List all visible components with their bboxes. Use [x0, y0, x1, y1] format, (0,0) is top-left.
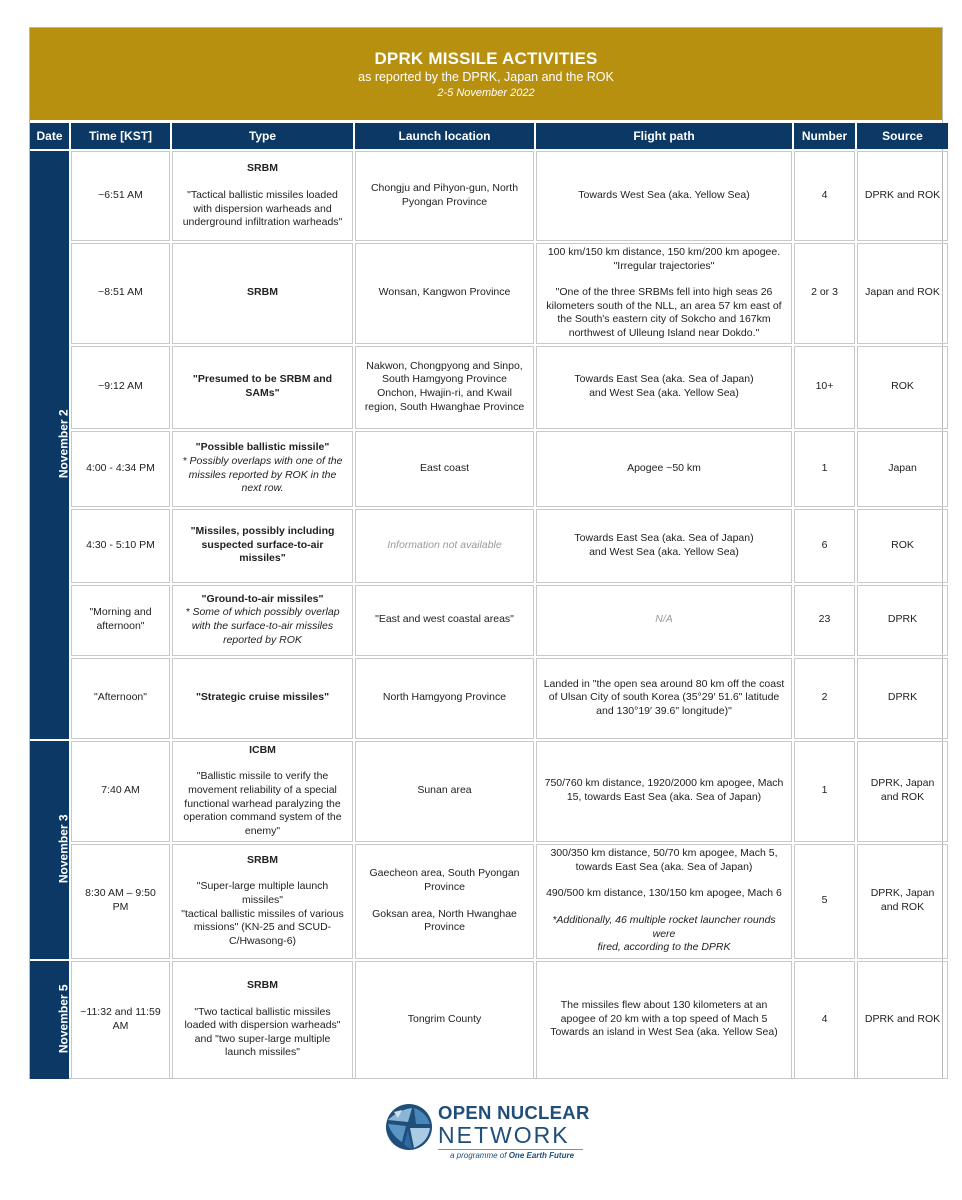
- missile-table: [28, 121, 950, 1081]
- source-cell: DPRK, Japan and ROK: [857, 844, 948, 959]
- table-row: [30, 658, 948, 739]
- number-cell: 4: [794, 961, 855, 1079]
- table-row: [30, 961, 948, 1079]
- type-cell: "Presumed to be SRBM and SAMs": [172, 346, 353, 429]
- source-cell: Japan: [857, 431, 948, 507]
- source-cell: DPRK and ROK: [857, 961, 948, 1079]
- header-row: [30, 123, 948, 149]
- location-cell: Nakwon, Chongpyong and Sinpo, South Hamgyong Province Onchon, Hwajin-ri, and Kwail region, South Hwanghae Province: [355, 346, 534, 429]
- location-cell: "East and west coastal areas": [355, 585, 534, 656]
- number-cell: 5: [794, 844, 855, 959]
- table-row: [30, 346, 948, 429]
- type-cell: SRBM: [172, 243, 353, 344]
- col-flight: Flight path: [536, 123, 792, 149]
- flight-cell: Apogee ~50 km: [536, 431, 792, 507]
- flight-cell: 300/350 km distance, 50/70 km apogee, Mach 5, towards East Sea (aka. Sea of Japan) 490/500 km distance, 130/150 km apogee, Mach 6 *Additionally, 46 multiple rocket launcher rounds were fired, according to the DPRK: [536, 844, 792, 959]
- table-row: [30, 585, 948, 656]
- logo-line1: OPEN NUCLEAR: [438, 1102, 590, 1123]
- col-type: Type: [172, 123, 353, 149]
- flight-cell: 100 km/150 km distance, 150 km/200 km apogee. "Irregular trajectories" "One of the three SRBMs fell into high seas 26 kilometers south of the NLL, an area 57 km east of the South's eastern city of Sokcho and 167km northwest of Ulleung Island near Dokdo.": [536, 243, 792, 344]
- type-cell: "Ground-to-air missiles" * Some of which possibly overlap with the surface-to-air missiles reported by ROK: [172, 585, 353, 656]
- logo-rule: [438, 1149, 583, 1150]
- number-cell: 2: [794, 658, 855, 739]
- flight-cell: Towards East Sea (aka. Sea of Japan) and West Sea (aka. Yellow Sea): [536, 346, 792, 429]
- flight-cell: Towards West Sea (aka. Yellow Sea): [536, 151, 792, 241]
- col-date: Date: [30, 123, 69, 149]
- number-cell: 1: [794, 431, 855, 507]
- time-cell: 4:30 - 5:10 PM: [71, 509, 170, 583]
- time-cell: "Morning and afternoon": [71, 585, 170, 656]
- type-cell: "Strategic cruise missiles": [172, 658, 353, 739]
- table-row: [30, 151, 948, 241]
- location-cell: Information not available: [355, 509, 534, 583]
- table-row: [30, 741, 948, 842]
- source-cell: DPRK: [857, 658, 948, 739]
- location-cell: North Hamgyong Province: [355, 658, 534, 739]
- source-cell: Japan and ROK: [857, 243, 948, 344]
- date-cell-nov3: November 3: [30, 741, 69, 959]
- source-cell: DPRK: [857, 585, 948, 656]
- type-cell: SRBM "Tactical ballistic missiles loaded with dispersion warheads and underground infiltration warheads": [172, 151, 353, 241]
- location-cell: Sunan area: [355, 741, 534, 842]
- page-subtitle: as reported by the DPRK, Japan and the ROK: [358, 70, 614, 84]
- location-cell: Wonsan, Kangwon Province: [355, 243, 534, 344]
- type-cell: "Possible ballistic missile" * Possibly overlaps with one of the missiles reported by ROK in the next row.: [172, 431, 353, 507]
- col-source: Source: [857, 123, 948, 149]
- time-cell: 4:00 - 4:34 PM: [71, 431, 170, 507]
- location-cell: Gaecheon area, South Pyongan Province Goksan area, North Hwanghae Province: [355, 844, 534, 959]
- flight-cell: Towards East Sea (aka. Sea of Japan) and West Sea (aka. Yellow Sea): [536, 509, 792, 583]
- number-cell: 4: [794, 151, 855, 241]
- table-row: [30, 844, 948, 959]
- type-cell: SRBM "Super-large multiple launch missiles" "tactical ballistic missiles of various missions" (KN-25 and SCUD-C/Hwasong-6): [172, 844, 353, 959]
- time-cell: 8:30 AM – 9:50 PM: [71, 844, 170, 959]
- number-cell: 10+: [794, 346, 855, 429]
- time-cell: 7:40 AM: [71, 741, 170, 842]
- flight-cell: Landed in "the open sea around 80 km off the coast of Ulsan City of south Korea (35°29′ 51.6" latitude and 130°19′ 39.6" longitude)": [536, 658, 792, 739]
- page-title: DPRK MISSILE ACTIVITIES: [374, 49, 598, 68]
- table-row: [30, 509, 948, 583]
- col-location: Launch location: [355, 123, 534, 149]
- time-cell: ~11:32 and 11:59 AM: [71, 961, 170, 1079]
- location-cell: Chongju and Pihyon-gun, North Pyongan Province: [355, 151, 534, 241]
- logo-line2: NETWORK: [438, 1122, 570, 1148]
- open-nuclear-network-logo: [384, 1100, 594, 1164]
- location-cell: East coast: [355, 431, 534, 507]
- type-cell: SRBM "Two tactical ballistic missiles loaded with dispersion warheads" and "two super-large multiple launch missiles": [172, 961, 353, 1079]
- table-row: [30, 243, 948, 344]
- date-cell-nov2: November 2: [30, 151, 69, 739]
- time-cell: ~6:51 AM: [71, 151, 170, 241]
- type-cell: ICBM "Ballistic missile to verify the movement reliability of a special functional warhead paralyzing the operation command system of the enemy": [172, 741, 353, 842]
- source-cell: DPRK and ROK: [857, 151, 948, 241]
- flight-cell: The missiles flew about 130 kilometers at an apogee of 20 km with a top speed of Mach 5 Towards an island in West Sea (aka. Yellow Sea): [536, 961, 792, 1079]
- type-cell: "Missiles, possibly including suspected surface-to-air missiles": [172, 509, 353, 583]
- col-time: Time [KST]: [71, 123, 170, 149]
- number-cell: 2 or 3: [794, 243, 855, 344]
- date-range: 2-5 November 2022: [437, 87, 535, 99]
- location-cell: Tongrim County: [355, 961, 534, 1079]
- time-cell: "Afternoon": [71, 658, 170, 739]
- date-cell-nov5: November 5: [30, 961, 69, 1079]
- flight-cell: 750/760 km distance, 1920/2000 km apogee, Mach 15, towards East Sea (aka. Sea of Japan): [536, 741, 792, 842]
- title-banner: [30, 28, 942, 120]
- globe-logo-icon: [384, 1102, 434, 1152]
- time-cell: ~9:12 AM: [71, 346, 170, 429]
- source-cell: DPRK, Japan and ROK: [857, 741, 948, 842]
- time-cell: ~8:51 AM: [71, 243, 170, 344]
- flight-cell: N/A: [536, 585, 792, 656]
- source-cell: ROK: [857, 509, 948, 583]
- number-cell: 6: [794, 509, 855, 583]
- source-cell: ROK: [857, 346, 948, 429]
- logo-tagline: a programme of One Earth Future: [450, 1151, 575, 1160]
- number-cell: 1: [794, 741, 855, 842]
- col-number: Number: [794, 123, 855, 149]
- table-row: [30, 431, 948, 507]
- number-cell: 23: [794, 585, 855, 656]
